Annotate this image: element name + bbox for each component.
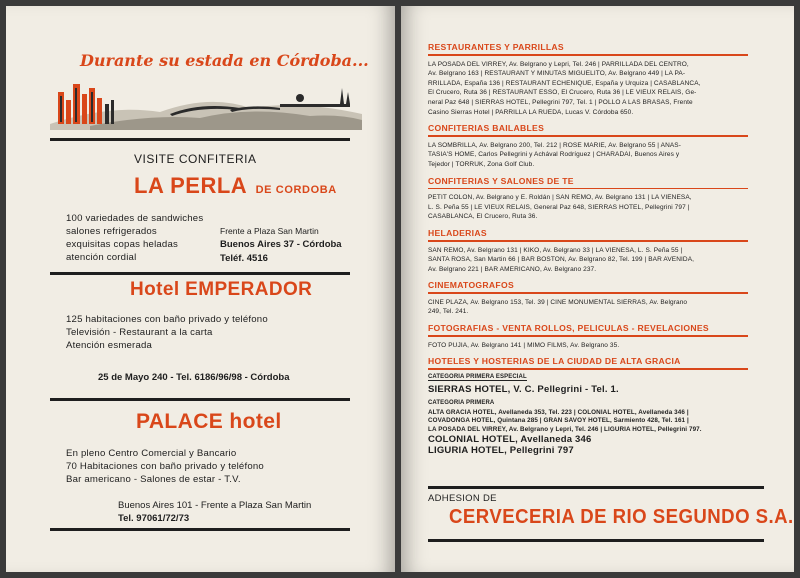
emperador-feature: Televisión - Restaurant a la carta: [66, 327, 213, 338]
perla-address-line-1: Frente a Plaza San Martin: [220, 226, 319, 236]
body-line: CINE PLAZA, Av. Belgrano 153, Tel. 39 | CINE MONUMENTAL SIERRAS, Av. Belgrano: [428, 298, 688, 306]
section-body: [428, 141, 748, 170]
first-category-body: [428, 409, 748, 434]
highlight-line: COLONIAL HOTEL, Avellaneda 346: [428, 434, 592, 446]
section-cinematografos: [428, 280, 748, 317]
section-body: [428, 60, 748, 118]
body-line: neral Paz 648 | SIERRAS HOTEL, Pellegrini 797, Tel. 1 | POLLO A LAS BRASAS, Frente: [428, 98, 693, 106]
divider: [428, 486, 764, 489]
section-rule: [428, 335, 748, 337]
section-body: [428, 298, 748, 317]
body-line: LA POSADA DEL VIRREY, Av. Belgrano y Lepri, Tel. 246 | PARRILLADA DEL CENTRO,: [428, 60, 689, 68]
section-heladerias: [428, 228, 748, 274]
category-special-label: [428, 373, 748, 383]
body-line: 249, Tel. 241.: [428, 308, 469, 316]
section-body: [428, 246, 748, 275]
divider: [50, 398, 350, 401]
body-line: Av. Belgrano 221 | BAR AMERICANO, Av. Belgrano 237.: [428, 265, 597, 273]
section-title: CINEMATOGRAFOS: [428, 280, 514, 291]
palace-feature: Bar americano - Salones de estar - T.V.: [66, 474, 241, 485]
section-title: CONFITERIAS Y SALONES DE TE: [428, 175, 574, 186]
body-line: LA POSADA DEL VIRREY, Av. Belgrano y Lepri, Tel. 246 | LIGURIA HOTEL, Pellegrini 797.: [428, 425, 702, 433]
category-first-label: CATEGORIA PRIMERA: [428, 400, 495, 407]
section-rule: [428, 240, 748, 242]
body-line: SAN REMO, Av. Belgrano 131 | KIKO, Av. Belgrano 33 | LA VIENESA, L. S. Peña 55 |: [428, 246, 683, 254]
emperador-address: 25 de Mayo 240 - Tel. 6186/96/98 - Córdoba: [98, 372, 290, 383]
body-line: FOTO PUJIA, Av. Belgrano 141 | MIMO FILMS, Av. Belgrano 35.: [428, 341, 620, 349]
section-confiterias-bailables: [428, 123, 748, 169]
body-line: PETIT COLON, Av. Belgrano y E. Roldán | SAN REMO, Av. Belgrano 131 | LA VIENESA,: [428, 194, 692, 202]
section-title: FOTOGRAFIAS - VENTA ROLLOS, PELICULAS - REVELACIONES: [428, 323, 709, 334]
section-salones-de-te: [428, 176, 748, 222]
body-line: Tejedor | TORRUK, Zona Golf Club.: [428, 160, 535, 168]
section-title: HOTELES Y HOSTERIAS DE LA CIUDAD DE ALTA GRACIA: [428, 356, 681, 367]
emperador-feature: 125 habitaciones con baño privado y teléfono: [66, 314, 268, 325]
body-line: Casino Sierras Hotel | PARRILLA LA RUEDA, Lucas V. Córdoba 650.: [428, 108, 634, 116]
section-restaurantes: [428, 42, 748, 117]
section-rule: [428, 135, 748, 137]
perla-feature: 100 variedades de sandwiches: [66, 213, 204, 224]
divider: [50, 272, 350, 275]
divider: [50, 138, 350, 141]
perla-features: [66, 212, 236, 264]
palace-phone: Tel. 97061/72/73: [118, 513, 190, 524]
palace-name: PALACE hotel: [136, 410, 282, 433]
right-page: [401, 6, 794, 572]
header-script: Durante su estada en Córdoba...: [80, 51, 369, 70]
body-line: L. S. Peña 55 | LE VIEUX RELAIS, General Paz 648, SIERRAS HOTEL, Pellegrini 797 |: [428, 203, 690, 211]
perla-address-line-2: Buenos Aires 37 - Córdoba: [220, 239, 342, 250]
left-page: [6, 6, 395, 572]
emperador-feature: Atención esmerada: [66, 340, 153, 351]
body-line: TASIA'S HOME, Carlos Pellegrini y Achával Rodríguez | CHARADAI, Buenos Aires y: [428, 151, 680, 159]
brewery-name: CERVECERIA DE RIO SEGUNDO S.A.: [449, 506, 794, 528]
body-line: SANTA ROSA, San Martin 66 | BAR BOSTON, Av. Belgrano 82, Tel. 199 | BAR AVENIDA,: [428, 256, 695, 264]
emperador-name: Hotel EMPERADOR: [130, 279, 313, 300]
divider: [428, 539, 764, 542]
section-title: RESTAURANTES Y PARRILLAS: [428, 42, 564, 52]
palace-feature: 70 Habitaciones con baño privado y teléfono: [66, 461, 264, 472]
section-fotografias: [428, 323, 748, 350]
section-rule: [428, 54, 748, 56]
special-hotel-line: SIERRAS HOTEL, V. C. Pellegrini - Tel. 1.: [428, 384, 619, 396]
body-line: CASABLANCA, El Crucero, Ruta 36.: [428, 213, 538, 221]
perla-feature: exquisitas copas heladas: [66, 239, 178, 250]
perla-feature: salones refrigerados: [66, 226, 157, 237]
palace-address: Buenos Aires 101 - Frente a Plaza San Martin: [118, 500, 312, 511]
body-line: El Crucero, Ruta 36 | RESTAURANT ESSO, El Crucero, Ruta 36 | LE VIEUX RELAIS, Ge-: [428, 89, 697, 97]
section-title: CONFITERIAS BAILABLES: [428, 123, 545, 134]
cordoba-skyline-illustration: [50, 74, 362, 130]
body-line: COVADONGA HOTEL, Quintana 285 | GRAN SAVOY HOTEL, Sarmiento 428, Tel. 161 |: [428, 417, 689, 425]
body-line: RRILLADA, España 136 | RESTAURANT ECHENIQUE, España y Urquiza | CASABLANCA,: [428, 79, 701, 87]
section-body: [428, 341, 748, 351]
perla-feature: atención cordial: [66, 252, 137, 263]
perla-visit-label: VISITE CONFITERIA: [134, 152, 257, 166]
section-rule: [428, 368, 748, 370]
palace-feature: En pleno Centro Comercial y Bancario: [66, 448, 237, 459]
palace-features: [66, 447, 346, 486]
divider: [50, 528, 350, 531]
section-body: [428, 193, 748, 222]
highlight-line: LIGURIA HOTEL, Pellegrini 797: [428, 445, 574, 457]
body-line: Av. Belgrano 163 | RESTAURANT Y MINUTAS MIGUELITO, Av. Belgrano 449 | LA PA-: [428, 70, 686, 78]
body-line: ALTA GRACIA HOTEL, Avellaneda 353, Tel. 223 | COLONIAL HOTEL, Avellaneda 346 |: [428, 409, 689, 417]
category-special-text: CATEGORIA PRIMERA ESPECIAL: [428, 373, 527, 380]
perla-name: LA PERLA: [134, 173, 248, 198]
body-line: LA SOMBRILLA, Av. Belgrano 200, Tel. 212 | ROSE MARIE, Av. Belgrano 55 | ANAS-: [428, 141, 682, 149]
hotel-highlights: [428, 434, 748, 456]
section-rule: [428, 188, 748, 190]
perla-suffix: DE CORDOBA: [255, 184, 337, 196]
emperador-features: [66, 313, 346, 352]
directory-listing: [428, 42, 748, 456]
section-title: HELADERIAS: [428, 227, 487, 238]
perla-phone: Teléf. 4516: [220, 253, 268, 264]
section-hoteles: [428, 356, 748, 456]
section-rule: [428, 292, 748, 294]
perla-title: [134, 173, 337, 199]
adhesion-label: ADHESION DE: [428, 493, 497, 504]
